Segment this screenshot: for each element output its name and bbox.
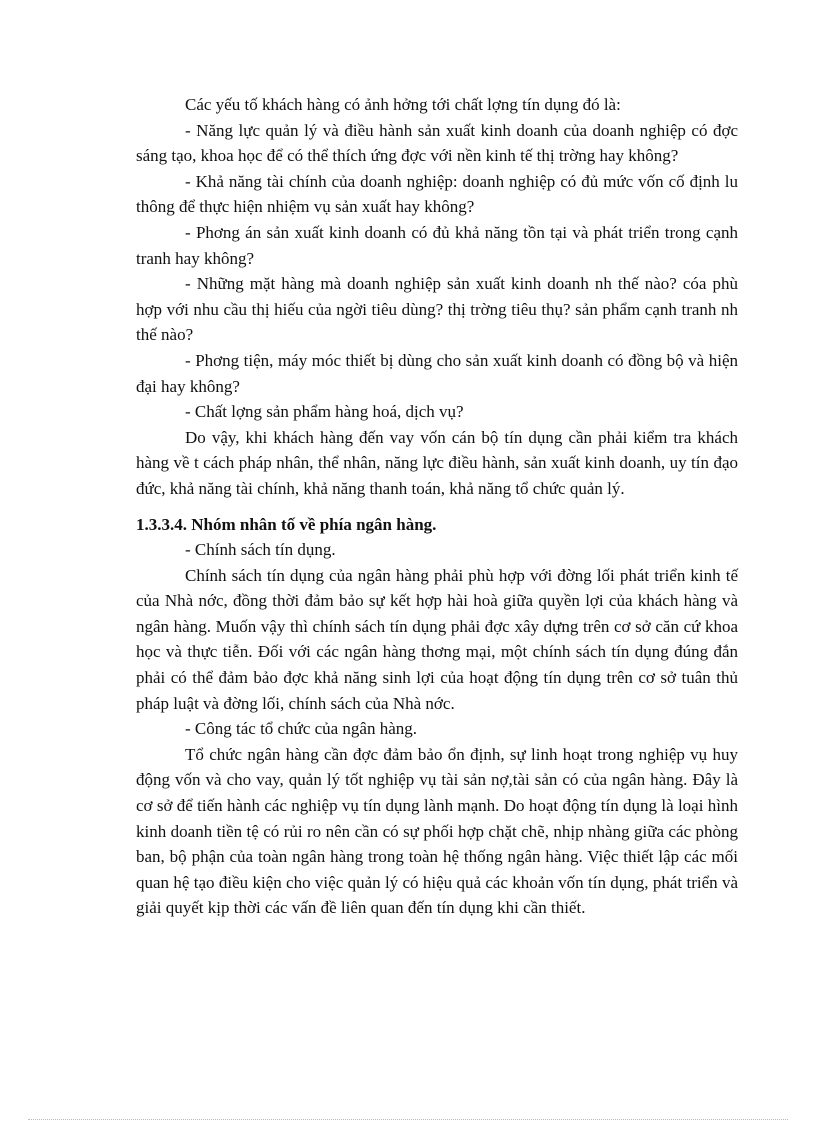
paragraph-products: - Những mặt hàng mà doanh nghiệp sản xuất kinh doanh nh thế nào? cóa phù hợp với nhu cầu thị hiếu của ngời tiêu dùng? thị trờng tiêu thụ? sản phẩm cạnh tranh nh thế nào? [136, 274, 738, 345]
paragraph-credit-policy-title: - Chính sách tín dụng. [185, 540, 336, 560]
paragraph-organization: Tổ chức ngân hàng cần đợc đảm bảo ổn định, sự linh hoạt trong nghiệp vụ huy động vốn và cho vay, quản lý tốt nghiệp vụ tài sản nợ,tài sản có của ngân hàng. Đây là cơ sở để tiến hành các nghiệp vụ tín dụng lành mạnh. Do hoạt động tín dụng là loại hình kinh doanh tiền tệ có rủi ro nên cần có sự phối hợp chặt chẽ, nhịp nhàng giữa các phòng ban, bộ phận của toàn ngân hàng trong toàn hệ thống ngân hàng. Việc thiết lập các mối quan hệ tạo điều kiện cho việc quản lý có hiệu quả các khoản vốn tín dụng, phát triển và giải quyết kịp thời các vấn đề liên quan đến tín dụng khi cần thiết. [136, 744, 738, 918]
document-page [136, 92, 738, 921]
paragraph-intro: Các yếu tố khách hàng có ảnh hởng tới chất lợng tín dụng đó là: [185, 95, 621, 114]
paragraph-business-plan: - Phơng án sản xuất kinh doanh có đủ khả năng tồn tại và phát triển trong cạnh tranh hay không? [136, 222, 738, 268]
paragraph-financial-capacity: - Khả năng tài chính của doanh nghiệp: doanh nghiệp có đủ mức vốn cố định lu thông để thực hiện nhiệm vụ sản xuất hay không? [136, 171, 738, 217]
section-heading: 1.3.3.4. Nhóm nhân tố về phía ngân hàng. [136, 514, 437, 534]
paragraph-equipment: - Phơng tiện, máy móc thiết bị dùng cho sản xuất kinh doanh có đồng bộ và hiện đại hay không? [136, 350, 738, 396]
paragraph-organization-title: - Công tác tổ chức của ngân hàng. [185, 719, 418, 739]
page-footer-divider [28, 1119, 788, 1120]
paragraph-management-capacity: - Năng lực quản lý và điều hành sản xuất kinh doanh của doanh nghiệp có đợc sáng tạo, khoa học để có thể thích ứng đợc với nền kinh tế thị trờng hay không? [136, 120, 738, 166]
paragraph-product-quality: - Chất lợng sản phẩm hàng hoá, dịch vụ? [185, 402, 464, 422]
paragraph-credit-policy: Chính sách tín dụng của ngân hàng phải phù hợp với đờng lối phát triển kinh tế của Nhà nớc, đồng thời đảm bảo sự kết hợp hài hoà giữa quyền lợi của khách hàng và ngân hàng. Muốn vậy thì chính sách tín dụng phải đợc xây dựng trên cơ sở căn cứ khoa học và thực tiễn. Đối với các ngân hàng thơng mại, một chính sách tín dụng đúng đắn phải có thể đảm bảo đợc khả năng sinh lợi của hoạt động tín dụng trên cơ sở tuân thủ pháp luật và đờng lối, chính sách của Nhà nớc. [136, 565, 738, 713]
paragraph-conclusion: Do vậy, khi khách hàng đến vay vốn cán bộ tín dụng cần phải kiểm tra khách hàng về t cách pháp nhân, thể nhân, năng lực điều hành, sản xuất kinh doanh, uy tín đạo đức, khả năng tài chính, khả năng thanh toán, khả năng tổ chức quản lý. [136, 427, 738, 498]
